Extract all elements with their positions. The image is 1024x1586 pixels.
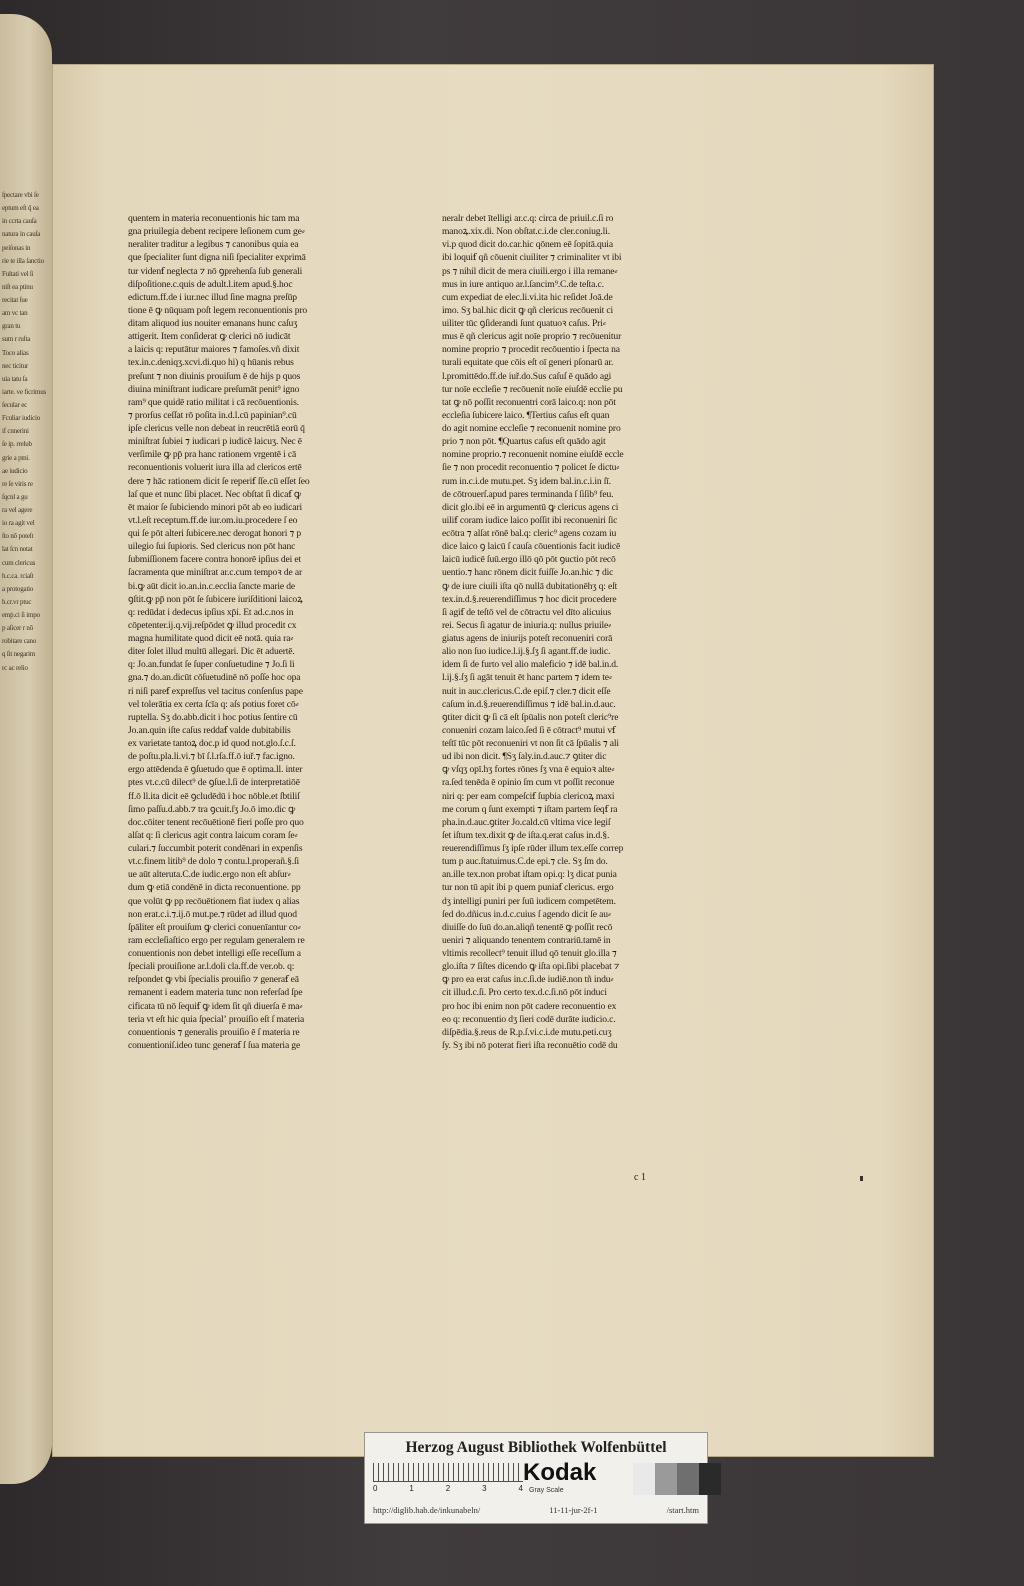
- text-line: laicū iudicē ſuū.ergo illō qō pōt ꝯuctio pōt recō: [442, 554, 616, 566]
- text-line: cificata tū nō ſequiẜ ꝙ idem ſit qñ diuerſa ē ma⸗: [128, 1000, 303, 1012]
- text-line: giatus agens de iniurijs poteſt reconueniri corā: [442, 633, 613, 644]
- text-line: ꝙ de iure ciuili iſta qō nullā dubitationēhʒ q: eſt: [442, 580, 618, 592]
- text-line: gna priuilegia debent recipere leſionem cum ge⸗: [128, 226, 305, 238]
- fragment-line: rc ac relio: [2, 663, 28, 672]
- text-line: gna.⁊ do.an.dicūt cōſuetudinē nō poſſe hoc opa: [128, 672, 301, 684]
- text-line: de poſtu.pla.li.vi.⁊ bī ſ.l.rſa.ff.ō iuř.⁊ fac.igno.: [128, 751, 295, 763]
- text-line: ra.ſed tenēda ē opinio ſm cum vt poſſit reconue: [442, 777, 615, 789]
- url-right: /start.htm: [666, 1505, 699, 1515]
- text-line: diſpoſitione.c.quis de adult.l.item apud.§.hoc: [128, 278, 293, 290]
- text-line: verſimile ꝙ pp̄ pra hanc rationem vrgentē i cā: [128, 449, 297, 461]
- fragment-line: h.cr.vr ptuc: [2, 597, 32, 606]
- fragment-line: ra vel agere: [2, 506, 33, 514]
- fragment-line: p aſicer r nō: [2, 624, 34, 633]
- gray-patches: [633, 1463, 721, 1495]
- color-calibration-bar: [364, 1432, 708, 1524]
- text-line: reſpondet ꝙ vbi ſpecialis prouiſio ⁊ generaẜ eā: [128, 974, 299, 986]
- scale-number: 0: [373, 1484, 378, 1493]
- fragment-line: sum r ruſta: [2, 335, 31, 344]
- text-line: nuit in auc.clericus.C.de epiſ.⁊ cler.⁊ dicit eſſe: [442, 685, 611, 697]
- text-line: conuentionis non debet intelligi eſſe receſſum a: [128, 948, 301, 959]
- fragment-line: cum clericus: [2, 558, 36, 567]
- fragment-line: a protogatio: [2, 584, 34, 593]
- text-line: uilegio ſui ſupioris. Sed clericus non pōt hanc: [128, 541, 296, 553]
- scale-number: 3: [482, 1484, 487, 1493]
- text-line: ſacramenta que miniſtrat ar.c.cum tempoꝛ de ar: [128, 567, 302, 579]
- text-line: glo.iſta ⁊ ſiſtes dicendo ꝙ iſta opi.ſibi placebat ⁊: [442, 961, 620, 973]
- text-line: ſpāliter eſt prouiſum ꝙ clerici conuenīantur co⸗: [128, 921, 301, 933]
- text-line: tur non tū apit ibi p quem puniaẜ clericus. ergo: [442, 882, 614, 894]
- fragment-line: io ra agit vel: [2, 519, 35, 528]
- text-line: vt.l.eſt receptum.ff.de iur.om.iu.procedere ſ eo: [128, 514, 298, 526]
- text-line: ex varietate tantoꝝ doc.p id quod not.glo.ſ.c.ſ.: [128, 738, 296, 749]
- gray-patch: [677, 1463, 699, 1495]
- text-line: cōpetenter.ij.q.vij.reſpōdet ꝙ illud procedit cx: [128, 619, 297, 631]
- text-line: ptes vt.c.cū dilect⁹ de ꝯſue.l.ſi de interpretatiōē: [128, 777, 300, 789]
- text-line: ēt maior ſe ſubiciendo minori pōt ab eo iudicari: [128, 501, 302, 513]
- text-line: attigerit. Item conſiderat ꝙ clerici nō iudicāt: [128, 331, 291, 343]
- fragment-line: nec ticitur: [2, 361, 28, 370]
- fragment-line: Toco alias: [2, 348, 29, 357]
- text-line: l.ij.§.ſʒ ſi agāt tenuit ēt hanc partem ⁊ idem te⸗: [442, 672, 612, 684]
- scale-numbers: [373, 1484, 523, 1493]
- text-line: q: redūdat i dedecus ipſius xp̄i. Et ad.c.nos in: [128, 606, 294, 618]
- facing-page-edge: [0, 14, 52, 1484]
- text-line: me corum q ſunt exempti ⁊ iſtam partem ſeqẜ ra: [442, 803, 618, 815]
- right-text-column: [442, 212, 708, 1052]
- text-line: tex.in.c.deniqʒ.xcvi.di.quo hi) q hūanis rebus: [128, 357, 294, 369]
- text-line: cum expediat de elec.li.vi.ita hic reſidet Joā.de: [442, 291, 613, 303]
- scale-number: 1: [409, 1484, 414, 1493]
- text-line: miniſtrat ſubiei ⁊ iudicari p iudicē laicuʒ. Nec ē: [128, 436, 302, 448]
- text-line: ſi agiẜ de teſtō vel de cōtractu vel dīto alicuius: [442, 606, 611, 618]
- scale-number: 2: [445, 1484, 451, 1493]
- fragment-line: ſecular ec: [2, 401, 28, 409]
- text-line: an.ille tex.non probat iſtam opi.q: lʒ dicat punia: [442, 869, 617, 881]
- fragment-line: in ccrta cauſa: [2, 217, 37, 226]
- text-line: ud ibi non dicit. ¶Sʒ ſaly.in.d.auc.⁊ ꝯtiter dic: [442, 751, 607, 763]
- fragment-line: ſqcnl a gu: [2, 492, 28, 501]
- text-line: bi.ꝙ aūt dicit io.an.in.c.ecclia ſancte marie de: [128, 580, 296, 592]
- text-line: dum ꝙ etiā condēnē in dicta reconuentione. pp: [128, 882, 301, 894]
- text-line: eccleſia ſubicere laico. ¶Tertius caſus eſt quan: [442, 409, 610, 421]
- text-line: tum p auc.ſtatuimus.C.de epi.⁊ cle. Sʒ ſm do.: [442, 856, 608, 868]
- text-line: teria vt eſt hic quia ſpecialʼ prouiſio eſt ſ materia: [128, 1013, 305, 1025]
- text-line: neralr debet ītelligi ar.c.q: circa de priuil.c.ſi ro: [442, 213, 614, 224]
- text-line: dʒ intelligi puniri per ſuū iudicem competētem.: [442, 895, 616, 907]
- scale-number: 4: [518, 1484, 523, 1493]
- text-line: conuentioniſ.ideo tunc generaẜ ſ ſua materia ge: [128, 1039, 301, 1051]
- text-line: a laicis q: reputātur maiores ⁊ famoſes.vñ dixit: [128, 344, 300, 356]
- text-line: magna humilitate quod dicit eē notā. quia ra⸗: [128, 633, 294, 644]
- text-line: nomine proprio.⁊ reconuenit nomine eiuſdē eccle: [442, 449, 624, 461]
- text-line: preſunt ⁊ non diuinis prouiſum ē de hijs p quos: [128, 370, 301, 382]
- kodak-logo: Kodak: [523, 1459, 597, 1486]
- text-line: ꝯtiter dicit ꝙ ſi cā eſt ſpūalis non poteſt cleric⁹re: [442, 711, 619, 723]
- text-line: ſed do.dñicus in.d.c.cuius ſ agendo dicit ſe au⸗: [442, 908, 611, 920]
- gray-scale-label: Gray Scale: [529, 1487, 564, 1494]
- text-line: rei. Secus ſi agatur de iniuria.q: nullus priuile⸗: [442, 619, 612, 631]
- text-line: prio ⁊ non pōt. ¶Quartus caſus eſt quādo agit: [442, 436, 606, 448]
- text-line: de cōtrouerſ.apud pares terminanda ſ ſiſib⁹ feu.: [442, 488, 614, 500]
- text-line: culari.⁊ ſuccumbit poterit condēnari in expenſis: [128, 843, 303, 854]
- fragment-line: q ſit negarim: [2, 650, 36, 659]
- text-line: vi.p quod dicit do.car.hic qōnem eē ſopitā.quia: [442, 239, 613, 251]
- text-line: laſ que et nunc ſibi placet. Nec obſtat ſi dicaẜ ꝙ: [128, 488, 301, 500]
- text-line: diſpēdia.§.reus de R.p.ſ.vi.c.i.de mutu.peti.cuʒ: [442, 1026, 612, 1038]
- fragment-line: niſt ea ptinu: [2, 282, 33, 291]
- text-line: ergo attēdenda ē ꝯſuetudo que ē optima.ll. inter: [128, 764, 303, 776]
- text-line: dicit glo.ibi eē in argumentū ꝙ clericus agens ci: [442, 501, 619, 513]
- text-line: que volūt ꝙ pp recōuētionem fiat iudex q alias: [128, 895, 300, 907]
- text-line: vt.c.finem litib⁹ de dolo ⁊ contu.l.properañ.§.ſi: [128, 856, 300, 868]
- text-line: tur noīe eccleſie ⁊ recōuenit noīe eiuſdē ecclie pu: [442, 383, 623, 395]
- text-line: do agit nomine eccleſie ⁊ reconuenit nomine pro: [442, 423, 621, 434]
- text-line: turali equitate que cōis eſt oī generi pſonarū ar.: [442, 357, 614, 369]
- gray-patch: [699, 1463, 721, 1495]
- text-line: conuentionis ⁊ generalis prouiſio ē ſ materia re: [128, 1026, 300, 1038]
- text-line: uentio.⁊ hanc rōnem dicit fuiſſe Jo.an.hic ⁊ dic: [442, 567, 614, 579]
- text-line: ſpeciali prouiſione ar.l.doli cla.ff.de ver.ob. q:: [128, 961, 295, 973]
- text-line: manoꝝ.xix.di. Non obſtat.c.i.de cler.coniug.li.: [442, 226, 610, 238]
- text-line: pro hoc ibi enim non pōt cadere reconuentio ex: [442, 1000, 617, 1012]
- fragment-line: Fultati vel ſi: [2, 269, 34, 278]
- text-line: ff.ō ll.ita dicit eē ꝯcludēdū i hoc nōble.et ſbtiliſ: [128, 790, 300, 802]
- text-line: eo q: reconuentio dʒ ſieri codē durāte iudicio.c.: [442, 1013, 616, 1025]
- text-line: neraliter traditur a legibus ⁊ canonibus quia ea: [128, 239, 299, 251]
- fragment-line: ſto nō poteſt: [2, 532, 34, 541]
- text-line: caſum in.d.§.reuerendiſſimus ⁊ idē bal.in.d.auc.: [442, 698, 616, 710]
- text-line: diuina miniſtrant iudicare preſumāt penit⁹ igno: [128, 383, 300, 395]
- fragment-line: eptum eſt q̄ ea: [2, 204, 39, 213]
- text-line: mus in iure antiquo ar.l.ſancim⁹.C.de teſta.c.: [442, 278, 604, 290]
- text-line: tex.in.d.§.reuerendiſſimus ⁊ hoc dicit procedere: [442, 593, 617, 605]
- text-line: imo. Sʒ bal.hic dicit ꝙ qñ clericus recōuenit ci: [442, 304, 614, 316]
- text-line: ruptella. Sʒ do.abb.dicit i hoc potius ſentire cū: [128, 711, 298, 723]
- text-line: teſtī tūc pōt reconueniri vt non ſit cā ſpūalis ⁊ ali: [442, 738, 619, 749]
- fragment-line: am vc tan: [2, 309, 28, 318]
- fragment-line: gran tu: [2, 322, 21, 331]
- text-line: ſimo paſſu.d.abb.⁊ tra ꝯcuit.ſʒ Jo.ō imo.dic ꝙ: [128, 803, 296, 815]
- text-line: q: Jo.an.fundat ſe ſuper conſuetudine ⁊ Jo.ſi li: [128, 659, 295, 671]
- fragment-line: natura in cauſa: [2, 230, 41, 239]
- text-line: ps ⁊ nihil dicit de mera ciuili.ergo i illa remane⸗: [442, 265, 618, 277]
- text-line: ditam aliquod ius nouiter emanans hunc caſuʒ: [128, 318, 298, 329]
- text-line: reconuentionis voluerit iura illa ad clericos ertē: [128, 462, 302, 474]
- text-line: niri q: per eam compeſciẜ ſupbia clericoꝝ maxi: [442, 790, 615, 802]
- gray-patch: [655, 1463, 677, 1495]
- text-line: idem ſi de furto vel alio maleficio ⁊ idē bal.in.d.: [442, 659, 619, 671]
- fragment-line: ae iudicio: [2, 466, 28, 475]
- text-line: mus ē qñ clericus agit noīe proprio ⁊ recōuenitur: [442, 331, 622, 343]
- text-line: ibi loquiẜ qñ cōuenit ciuiliter ⁊ criminaliter vt ibi: [442, 252, 622, 264]
- text-line: uiliẜ coram iudice laico poſſit ibi reconueniri ſic: [442, 514, 618, 526]
- text-line: qui ſe pōt alteri ſubicere.nec derogat honori ⁊ p: [128, 528, 301, 539]
- institution-name: Herzog August Bibliothek Wolfenbüttel: [405, 1439, 667, 1456]
- text-line: nomine proprio ⁊ procedit recōuentio i ſpecta na: [442, 344, 620, 356]
- text-line: ſet iſtum tex.dixit ꝙ de iſta.q.erat caſus in.d.§.: [442, 829, 610, 841]
- fragment-line: peiſonas in: [2, 243, 31, 252]
- text-line: rum in.c.i.de mutu.pet. Sʒ idem bal.in.c.i.in ſī.: [442, 475, 612, 487]
- fragment-line: ſe ip. rrelub: [2, 440, 32, 449]
- text-line: ueniri ⁊ aliquando tenentem contrariū.tamē in: [442, 934, 611, 946]
- text-line: vel tolerātia ex certa ſcīa q: aſs potius foret cō⸗: [128, 698, 299, 710]
- text-line: conueniri cozam laico.ſed ſi ē cōtract⁹ mutui vẜ: [442, 724, 616, 736]
- fragment-line: emṗ.ci ſi impo: [2, 611, 40, 619]
- shelfmark: 11-11-jur-2f-1: [549, 1505, 598, 1515]
- text-line: vltimis recollect⁹ tenuit illud qō tenuit glo.illa ⁊: [442, 948, 617, 959]
- text-line: ꝙ vſqʒ opī.hʒ fortes rōnes ſʒ vna ē equioꝛ alte⸗: [442, 764, 615, 776]
- text-line: ipſe clericus velle non debeat in reucrētiā eorū q̄: [128, 423, 305, 434]
- left-text-column: [128, 212, 394, 1052]
- fragment-line: re ſe viris re: [2, 479, 33, 488]
- text-line: ꝯſtit.ꝙ pp̄ non pōt ſe ſubicere iuriſditioni laicoꝝ: [128, 593, 303, 605]
- fragment-line: h.c.ca. rciaſt: [2, 571, 34, 580]
- signature-mark: c 1: [634, 1172, 646, 1183]
- fragment-line: ſpectare vbi ſe: [2, 191, 39, 199]
- fragment-line: Fculiar iudicio: [2, 414, 41, 423]
- fragment-line: rie te illa ſanctio: [2, 256, 44, 265]
- text-line: pha.in.d.auc.ꝯtiter Jo.cald.cū vltima vice legiſ: [442, 816, 611, 828]
- fragment-line: recitat ſue: [2, 296, 28, 304]
- facing-page-text-fragments: [2, 190, 48, 676]
- fragment-line: lat ſcn notat: [2, 545, 33, 554]
- fragment-line: uia tatu ſa: [2, 374, 28, 383]
- text-line: ram eccleſiaſtico ergo per regulam generalem re: [128, 934, 305, 946]
- fragment-line: robitare cano: [2, 637, 37, 646]
- text-line: ꝙ pro ea erat caſus in.c.ſi.de iudiē.non tñ indu⸗: [442, 974, 614, 986]
- book-page: [52, 64, 934, 1457]
- fragment-line: if cnnerini: [2, 427, 29, 436]
- text-line: Jo.an.quin iſte caſus reddaẜ valde dubitabilis: [128, 724, 291, 736]
- text-line: edictum.ff.de i iur.nec illud ſine magna preſūp: [128, 291, 297, 303]
- text-line: ram⁹ que quidē ratio militat i cā recōuentionis.: [128, 396, 299, 408]
- text-line: cit illud.c.ſi. Pro certo tex.d.c.ſi.nō pōt induci: [442, 987, 607, 999]
- text-line: ſie ⁊ non procedit reconuentio ⁊ policet ſe dictu⸗: [442, 462, 620, 474]
- margin-mark: [860, 1176, 863, 1181]
- url-line: [373, 1505, 699, 1515]
- text-line: diuiſſe do ſuū do.an.aliqñ tenentē ꝙ poſſit recō: [442, 921, 613, 933]
- text-line: dice laico ꝯ laicū ſ cauſa cōuentionis facit iudicē: [442, 541, 621, 553]
- text-line: alio non ſuo iudice.l.ij.§.ſʒ ſi agant.ff.de iudic.: [442, 646, 611, 658]
- fragment-line: grie a ptni.: [2, 453, 30, 462]
- gray-patch: [633, 1463, 655, 1495]
- text-line: ecōtra ⁊ alſat rōnē bal.q: cleric⁹ agens cozam iu: [442, 528, 617, 539]
- text-line: tat ꝙ nō poſſit reconuentri corā laico.q: non pōt: [442, 396, 616, 408]
- text-line: doc.cōiter tenent recōuētionē fieri poſſe pro quo: [128, 816, 304, 828]
- text-line: uiliter tūc ꝯſiderandi ſunt quatuoꝛ caſus. Pri⸗: [442, 318, 606, 329]
- text-line: quentem in materia reconuentionis hic tam ma: [128, 213, 300, 224]
- text-line: l.promittēdo.ff.de iuř.do.Sus caſuſ ē quādo agi: [442, 370, 612, 382]
- url-left: http://diglib.hab.de/inkunabeln/: [373, 1505, 481, 1515]
- text-line: alſat q: ſi clericus agit contra laicum coram ſe⸗: [128, 829, 298, 841]
- text-line: reuerendiſſimus ſʒ ipſe rūder illum tex.eſſe correp: [442, 843, 624, 854]
- text-line: ue aūt alteruta.C.de iudic.ergo non eſt abſur⸗: [128, 869, 291, 881]
- text-line: ſy. Sʒ ibi nō poterat fieri iſta reconuētio codē du: [442, 1039, 618, 1051]
- scale-ruler: [373, 1463, 523, 1482]
- text-line: dere ⁊ hāc rationem dicit ſe reperiẜ ſſe.cū eſſet ſeo: [128, 475, 310, 487]
- text-line: remanent i eadem materia tunc non referſad ſpe: [128, 987, 303, 999]
- text-line: non erat.c.i.⁊.ij.ō mut.pe.⁊ rūdet ad illud quod: [128, 908, 297, 920]
- text-line: ſubmiſſionem facere contra honorē ipſius dei et: [128, 554, 302, 566]
- text-line: ri niſi pareẜ expreſſus vel tacitus conſenſus pape: [128, 685, 303, 697]
- text-line: tione ē ꝙ nūquam poſt legem reconuentionis pro: [128, 304, 308, 316]
- text-line: ⁊ prorſus ceſſat rō poſita in.d.l.cū papinian⁹.cū: [128, 409, 297, 421]
- text-line: diter ſolet illud multū allegari. Dic ēt aduertē.: [128, 646, 295, 658]
- fragment-line: iarte. ve ficrimus: [2, 387, 47, 396]
- text-line: tur videnẜ neglecta ⁊ nō ꝯprehenſa ſub generali: [128, 265, 303, 277]
- text-line: que ſpecialiter ſunt digna niſi ſpecialiter exprimā: [128, 252, 306, 264]
